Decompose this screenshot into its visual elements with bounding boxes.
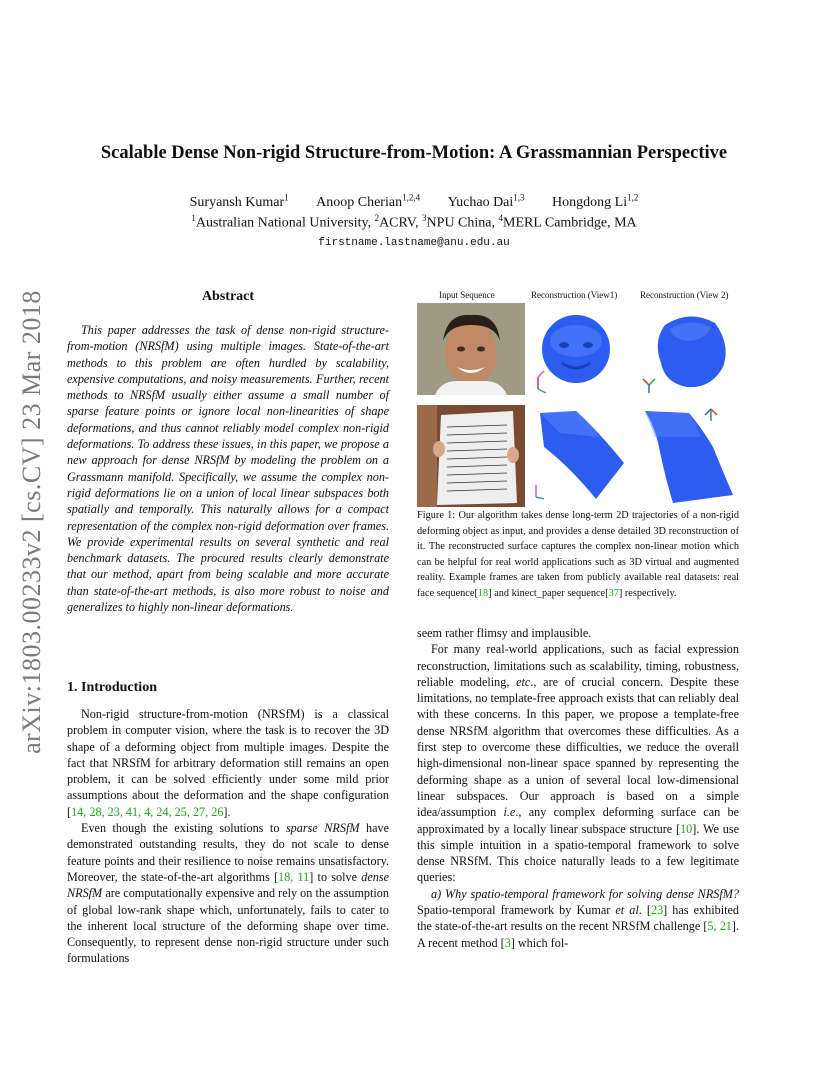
author-2: Anoop Cherian$^{1,2,4}$	[316, 192, 421, 210]
intro-paragraph-2: Even though the existing solutions to sparse NRSfM have demonstrated outstanding results, they do not scale to dense feature points and their resilience to noise remains unsatisfactory. Moreover, the state-of-the-art algorithms [18, 11] to solve dense NRSfM are computationally expensive and rely on the assumption of global low-rank shape which, unfortunately, fails to cater to the inherent local structure of the deforming shape over time. Consequently, to represent dense non-rigid structure under such formulations	[67, 821, 389, 966]
right-paragraph-0: seem rather flimsy and implausible.	[417, 626, 592, 640]
citation-link[interactable]: 14, 28, 23, 41, 4, 24, 25, 27, 26	[71, 804, 224, 819]
citation-link[interactable]: 3	[504, 935, 511, 950]
figure-column-head: Reconstruction (View 2)	[640, 290, 729, 300]
paper-reconstruction-view1	[530, 407, 626, 505]
paper-title: Scalable Dense Non-rigid Structure-from-Motion: A Grassmannian Perspective	[100, 143, 728, 163]
figure-1-caption: Figure 1: Our algorithm takes dense long-term 2D trajectories of a non-rigid deforming object as input, and provides a dense detailed 3D reconstruction of it. The reconstructed surface captures the complex non-linear motion which can be helpful for real world applications such as 3D virtual and augmented reality. Example frames are taken from publicly available real datasets: real face sequence[18] and kinect_paper sequence[37] respectively.	[417, 510, 739, 599]
face-photo	[417, 303, 525, 395]
right-paragraph-2: a) Why spatio-temporal framework for solving dense NRSfM? Spatio-temporal framework by Kumar et al. [23] has exhibited the state-of-the-art results on the recent NRSfM challenge [5, 21]. A recent method [3] which fol-	[417, 886, 739, 950]
author-4: Hongdong Li$^{1,2}$	[552, 192, 639, 210]
paper-reconstruction-view2	[635, 407, 735, 505]
face-reconstruction-view2	[635, 305, 735, 397]
right-paragraph-1: For many real-world applications, such as facial expression reconstruction, limitations such as scalability, timing, robustness, reliable modeling, etc., are of crucial concern. Despite these limitations, no template-free approach exists that can reliably deal with these concerns. In this paper, we propose a template-free dense NRSfM algorithm that overcomes these difficulties. As a first step to overcome these difficulties, we reduce the overall high-dimensional non-linear space spanned by representing the deforming shape as a union of several local low-dimensional linear subspaces. Our approach is based on a simple idea/assumption i.e., any complex deforming surface can be approximated by a locally linear subspace structure [10]. We use this simple intuition in a spatio-temporal framework to solve dense NRSfM. This choice naturally leads to a few legitimate queries:	[417, 642, 739, 885]
intro-paragraph-1: Non-rigid structure-from-motion (NRSfM) is a classical problem in computer vision, where the task is to recover the 3D shape of a deforming object from multiple images. Despite the fact that NRSfM for arbitrary deformation still remains an open problem, it can be solved efficiently under some mild prior assumptions about the deformation and the shape configuration [14, 28, 23, 41, 4, 24, 25, 27, 26].	[67, 707, 389, 819]
affiliations: $^1$Australian National University, $^2$ACRV, $^3$NPU China, $^4$MERL Cambridge, MA	[191, 213, 637, 231]
arxiv-sidebar	[12, 282, 52, 762]
figure-column-head: Input Sequence	[439, 290, 495, 300]
paper-photo	[417, 405, 525, 507]
abstract-text: This paper addresses the task of dense non-rigid structure-from-motion (NRSfM) using multiple images. State-of-the-art methods to this problem are often hurdled by scalability, expensive computations, and noisy measurements. Further, recent methods to NRSfM usually either assume a small number of sparse feature points or ignore local non-linearities of shape deformations, and thus cannot reliably model complex non-rigid deformations. To address these issues, in this paper, we propose a new approach for dense NRSfM by modeling the problem on a Grassmann manifold. Specifically, we assume the complex non-rigid deformations lie on a union of local linear subspaces both spatially and temporally. This naturally allows for a compact representation of the complex non-rigid deformation over frames. We provide experimental results on several synthetic and real benchmark datasets. The procured results clearly demonstrate that our method, apart from being scalable and more accurate than state-of-the-art methods, is also more robust to noise and generalizes to highly non-linear deformations.	[67, 323, 389, 615]
citation-link[interactable]: 18, 11	[278, 869, 310, 884]
citation-link[interactable]: 18	[477, 587, 489, 599]
citation-link[interactable]: 10	[680, 821, 693, 836]
author-3: Yuchao Dai$^{1,3}$	[447, 192, 525, 210]
right-column-body	[417, 625, 739, 951]
author-1: Suryansh Kumar$^1$	[189, 192, 289, 210]
citation-link[interactable]: 37	[608, 587, 619, 599]
introduction-body	[67, 706, 389, 967]
citation-link[interactable]: 23	[650, 903, 664, 918]
face-reconstruction-view1	[530, 305, 626, 397]
abstract-heading: Abstract	[201, 289, 255, 304]
figure-1	[417, 290, 739, 510]
citation-link[interactable]: 5, 21	[707, 919, 732, 934]
abstract-body	[67, 322, 389, 615]
author-list	[0, 192, 828, 211]
figure-column-head: Reconstruction (View1)	[531, 290, 618, 300]
arxiv-id: arXiv:1803.00233v2 [cs.CV] 23 Mar 2018	[17, 290, 46, 754]
section-heading-introduction: 1. Introduction	[67, 680, 157, 695]
author-email: firstname.lastname@anu.edu.au	[318, 237, 510, 249]
